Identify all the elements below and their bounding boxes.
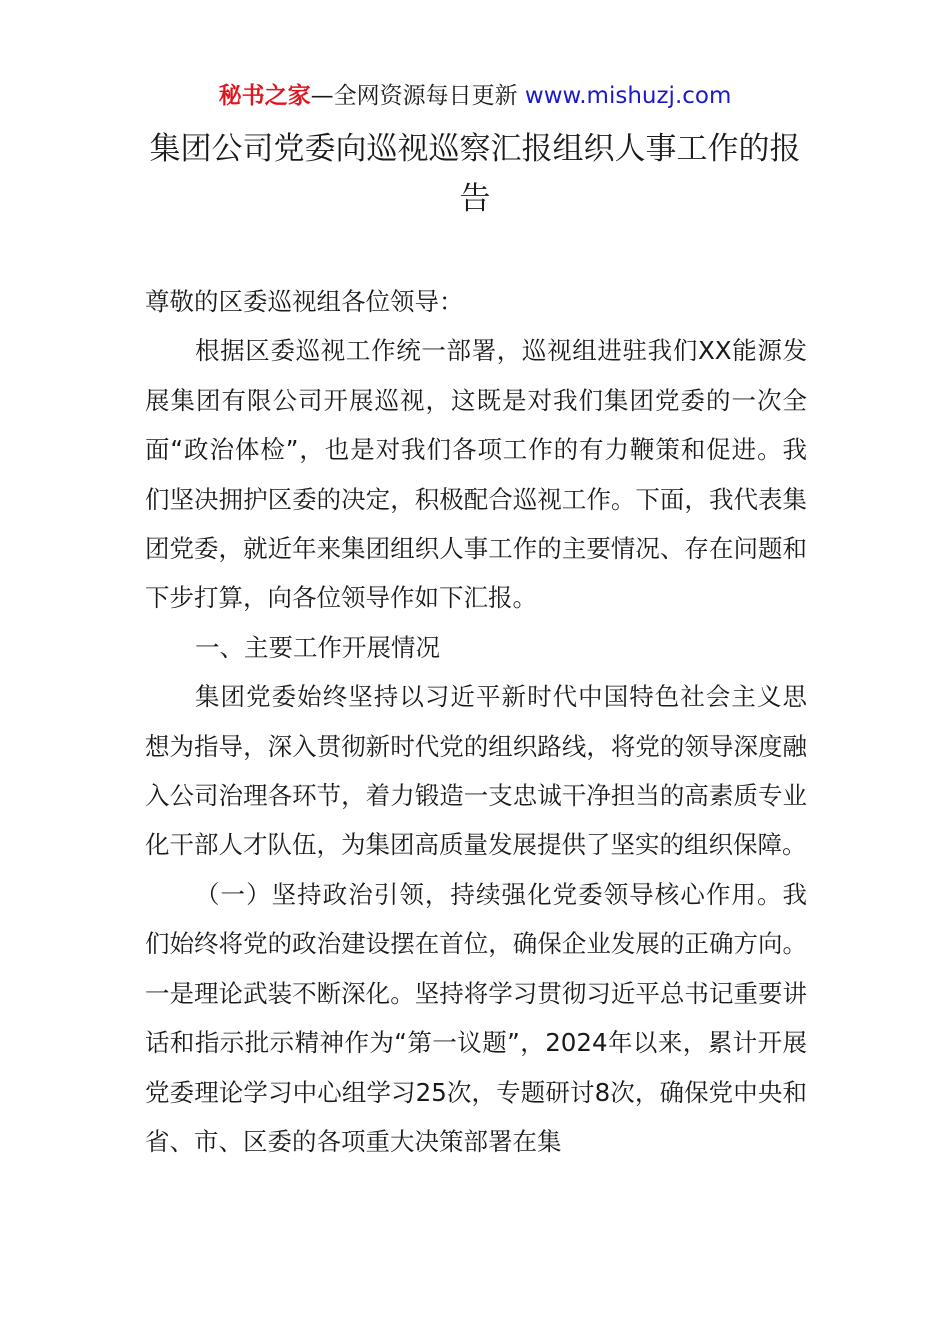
body-paragraph: 集团党委始终坚持以习近平新时代中国特色社会主义思想为指导，深入贯彻新时代党的组织路线，将党的领导深度融入公司治理各环节，着力锻造一支忠诚干净担当的高素质专业化干部人才队伍，为集团高质量发展提供了坚实的组织保障。 xyxy=(145,682,807,860)
section-heading: 一、主要工作开展情况 xyxy=(195,632,440,662)
site-url-link[interactable]: www.mishuzj.com xyxy=(524,83,732,109)
brand-name: 秘书之家 xyxy=(218,83,311,109)
body-paragraph: 根据区委巡视工作统一部署，巡视组进驻我们XX能源发展集团有限公司开展巡视，这既是对我们集团党委的一次全面“政治体检”，也是对我们各项工作的有力鞭策和促进。我们坚决拥护区委的决定，积极配合巡视工作。下面，我代表集团党委，就近年来集团组织人事工作的主要情况、存在问题和下步打算，向各位领导作如下汇报。 xyxy=(145,336,807,613)
salutation: 尊敬的区委巡视组各位领导： xyxy=(145,287,464,316)
site-header xyxy=(0,80,950,112)
document-body xyxy=(145,277,807,1166)
header-separator: — xyxy=(310,83,334,109)
document-title: 集团公司党委向巡视巡察汇报组织人事工作的报告 xyxy=(149,131,801,217)
body-paragraph: （一）坚持政治引领，持续强化党委领导核心作用。我们始终将党的政治建设摆在首位，确保企业发展的正确方向。一是理论武装不断深化。坚持将学习贯彻习近平总书记重要讲话和指示批示精神作为“第一议题”，2024年以来，累计开展党委理论学习中心组学习25次，专题研讨8次，确保党中央和省、市、区委的各项重大决策部署在集 xyxy=(145,879,807,1156)
header-slogan: 全网资源每日更新 xyxy=(333,83,518,109)
